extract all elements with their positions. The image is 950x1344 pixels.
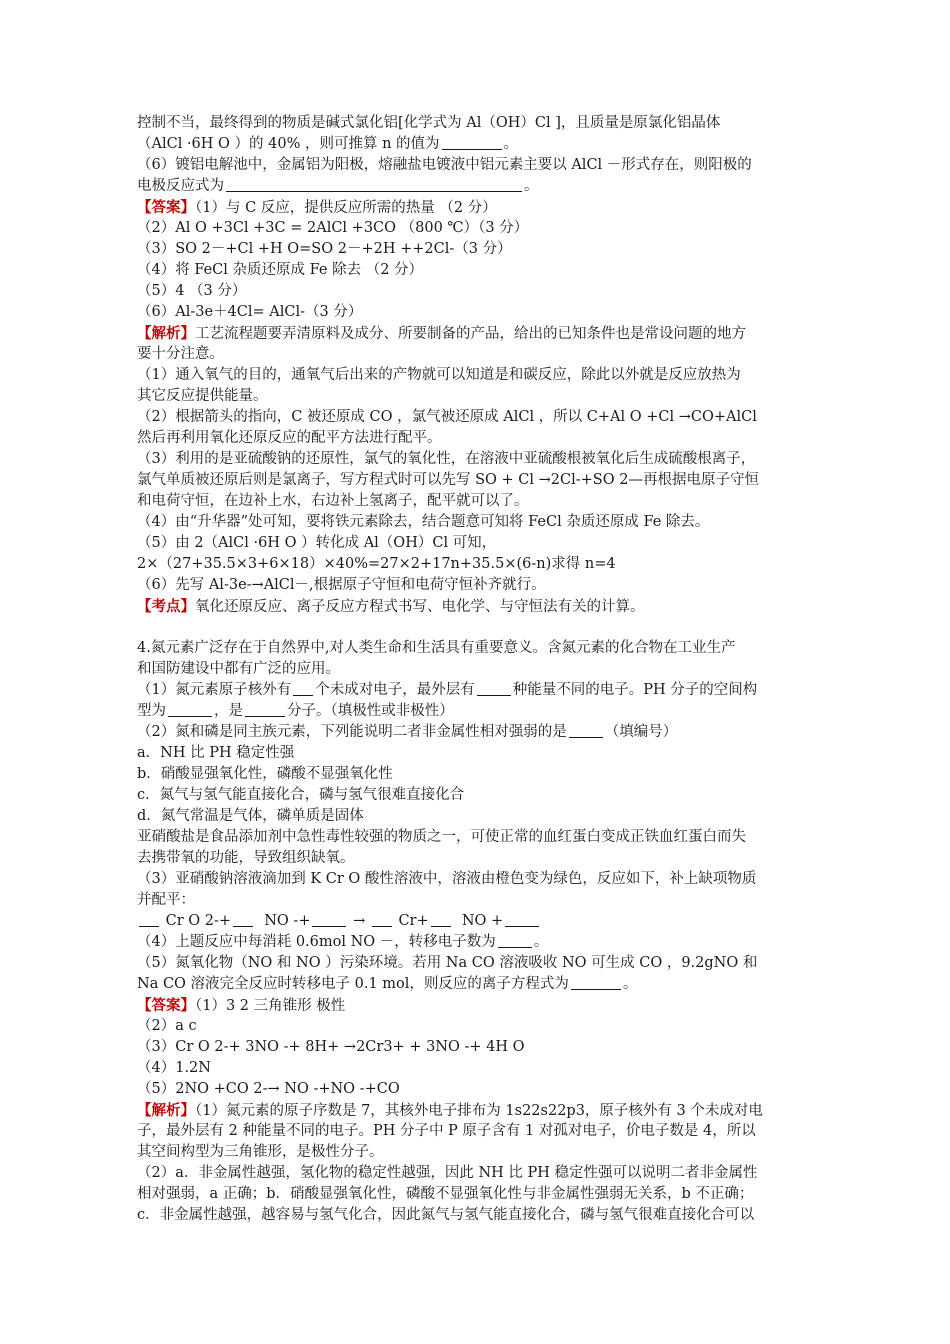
answer-blank	[571, 975, 621, 990]
answer-blank	[168, 702, 212, 717]
text-line: 控制不当，最终得到的物质是碱式氯化铝[化学式为 Al（OH）Cl ]，且质量是原氯化铝晶体	[137, 115, 721, 131]
text-line: （6）镀铝电解池中，金属铝为阳极，熔融盐电镀液中铝元素主要以 AlCl －形式存在，则阳极的	[137, 157, 752, 173]
answer-blank	[569, 723, 603, 738]
keypoint-tag: 【考点】	[137, 598, 195, 615]
question-line: Na CO 溶液完全反应时转移电子 0.1 mol，则反应的离子方程式为 。	[137, 976, 638, 992]
answer-line: （3）SO 2－+Cl +H O=SO 2－+2H ++2Cl-（3 分）	[137, 241, 512, 257]
analysis-line: 氯气单质被还原后则是氯离子，写方程式时可以先写 SO + Cl →2Cl-+SO 2—再根据电原子守恒	[137, 472, 759, 488]
question-line: 4.氮元素广泛存在于自然界中,对人类生命和生活具有重要意义。含氮元素的化合物在工业生产	[137, 640, 736, 656]
answer-blank	[233, 912, 253, 927]
question-line: （1）氮元素原子核外有 个未成对电子，最外层有 种能量不同的电子。PH 分子的空间构	[137, 682, 758, 698]
analysis-line: 【解析】（1）氮元素的原子序数是 7，其核外电子排布为 1s22s22p3，原子核外有 3 个未成对电	[137, 1102, 763, 1119]
answer-blank	[498, 933, 532, 948]
question-line: 亚硝酸盐是食品添加剂中急性毒性较强的物质之一，可使正常的血红蛋白变成正铁血红蛋白而失	[137, 829, 746, 845]
question-line: 去携带氧的功能，导致组织缺氧。	[137, 850, 355, 866]
answer-line: （3）Cr O 2-+ 3NO -+ 8H+ →2Cr3+ + 3NO -+ 4H O	[137, 1039, 525, 1055]
answer-blank	[139, 912, 159, 927]
question-line: （4）上题反应中每消耗 0.6mol NO －，转移电子数为 。	[137, 934, 549, 950]
analysis-line: 要十分注意。	[137, 346, 224, 362]
question-line: 并配平：	[137, 892, 195, 908]
answer-line: （5）4 （3 分）	[137, 283, 247, 299]
option-c: c．氮气与氢气能直接化合，磷与氢气很难直接化合	[137, 787, 465, 803]
question-line: （3）亚硝酸钠溶液滴加到 K Cr O 酸性溶液中，溶液由橙色变为绿色，反应如下，补上缺项物质	[137, 871, 757, 887]
analysis-line: 相对强弱，a 正确；b．硝酸显强氧化性，磷酸不显强氧化性与非金属性强弱无关系，b 不正确；	[137, 1186, 754, 1202]
analysis-line: 子，最外层有 2 种能量不同的电子。PH 分子中 P 原子含有 1 对孤对电子，价电子数是 4，所以	[137, 1123, 756, 1139]
answer-line: （4）将 FeCl 杂质还原成 Fe 除去 （2 分）	[137, 262, 424, 278]
answer-blank	[226, 177, 522, 192]
analysis-line: （2）根据箭头的指向，C 被还原成 CO ，氯气被还原成 AlCl ，所以 C+Al O +Cl →CO+AlCl	[137, 409, 757, 425]
answer-line: 【答案】（1）与 C 反应，提供反应所需的热量 （2 分）	[137, 199, 497, 216]
analysis-line: 然后再利用氧化还原反应的配平方法进行配平。	[137, 430, 442, 446]
answer-blank	[442, 135, 502, 150]
answer-tag: 【答案】	[137, 199, 195, 216]
answer-line: （6）Al-3e＋4Cl= AlCl-（3 分）	[137, 304, 363, 320]
analysis-line: （4）由“升华器”处可知，要将铁元素除去，结合题意可知将 FeCl 杂质还原成 Fe 除去。	[137, 514, 710, 530]
option-d: d．氮气常温是气体，磷单质是固体	[137, 808, 364, 824]
option-a: a．NH 比 PH 稳定性强	[137, 745, 295, 761]
question-line: 型为 ，是 分子。（填极性或非极性）	[137, 703, 454, 719]
analysis-line: 【解析】工艺流程题要弄清原料及成分、所要制备的产品，给出的已知条件也是常设问题的地方	[137, 325, 746, 342]
option-b: b．硝酸显强氧化性，磷酸不显强氧化性	[137, 766, 393, 782]
analysis-line: 其它反应提供能量。	[137, 388, 268, 404]
answer-line: （4）1.2N	[137, 1060, 211, 1076]
spacer	[137, 617, 827, 638]
answer-blank	[505, 912, 539, 927]
answer-line: （5）2NO +CO 2-→ NO -+NO -+CO	[137, 1081, 400, 1097]
answer-blank	[245, 702, 285, 717]
equation-line: Cr O 2-+ NO -+ → Cr+ NO +	[137, 911, 827, 932]
answer-tag: 【答案】	[137, 997, 195, 1014]
analysis-line: （2）a．非金属性越强，氢化物的稳定性越强，因此 NH 比 PH 稳定性强可以说明二者非金属性	[137, 1165, 758, 1181]
answer-blank	[477, 681, 511, 696]
analysis-line: （1）通入氧气的目的，通氧气后出来的产物就可以知道是和碳反应，除此以外就是反应放热为	[137, 367, 741, 383]
analysis-line: （5）由 2（AlCl ·6H O ）转化成 Al（OH）Cl 可知，	[137, 535, 497, 551]
analysis-tag: 【解析】	[137, 325, 195, 342]
analysis-line: 2×（27+35.5×3+6×18）×40%=27×2+17n+35.5×(6-n)求得 n=4	[137, 556, 616, 572]
question-line: 和国防建设中都有广泛的应用。	[137, 661, 340, 677]
text-line: （AlCl ·6H O ）的 40% ，则可推算 n 的值为 。	[137, 136, 519, 152]
keypoint-line: 【考点】氧化还原反应、离子反应方程式书写、电化学、与守恒法有关的计算。	[137, 598, 645, 615]
answer-line: （2）Al O +3Cl +3C = 2AlCl +3CO （800 ℃）（3 分）	[137, 220, 529, 236]
analysis-line: （6）先写 Al-3e-→AlCl－,根据原子守恒和电荷守恒补齐就行。	[137, 577, 546, 593]
analysis-line: （3）利用的是亚硫酸钠的还原性，氯气的氧化性，在溶液中亚硫酸根被氧化后生成硫酸根离子，	[137, 451, 756, 467]
answer-line: 【答案】（1）3 2 三角锥形 极性	[137, 997, 346, 1014]
answer-blank	[312, 912, 346, 927]
analysis-line: 和电荷守恒，在边补上水，右边补上氢离子，配平就可以了。	[137, 493, 529, 509]
analysis-line: 其空间构型为三角锥形，是极性分子。	[137, 1144, 384, 1160]
analysis-tag: 【解析】	[137, 1102, 195, 1119]
text-line: 电极反应式为 。	[137, 178, 539, 194]
answer-blank	[293, 681, 313, 696]
answer-blank	[372, 912, 392, 927]
document-body	[137, 113, 827, 1226]
analysis-line: c．非金属性越强，越容易与氢气化合，因此氮气与氢气能直接化合，磷与氢气很难直接化合可以	[137, 1207, 755, 1223]
answer-blank	[431, 912, 451, 927]
question-line: （2）氮和磷是同主族元素，下列能说明二者非金属性相对强弱的是 （填编号）	[137, 724, 678, 740]
question-line: （5）氮氧化物（NO 和 NO ）污染环境。若用 Na CO 溶液吸收 NO 可生成 CO ，9.2gNO 和	[137, 955, 758, 971]
answer-line: （2）a c	[137, 1018, 197, 1034]
